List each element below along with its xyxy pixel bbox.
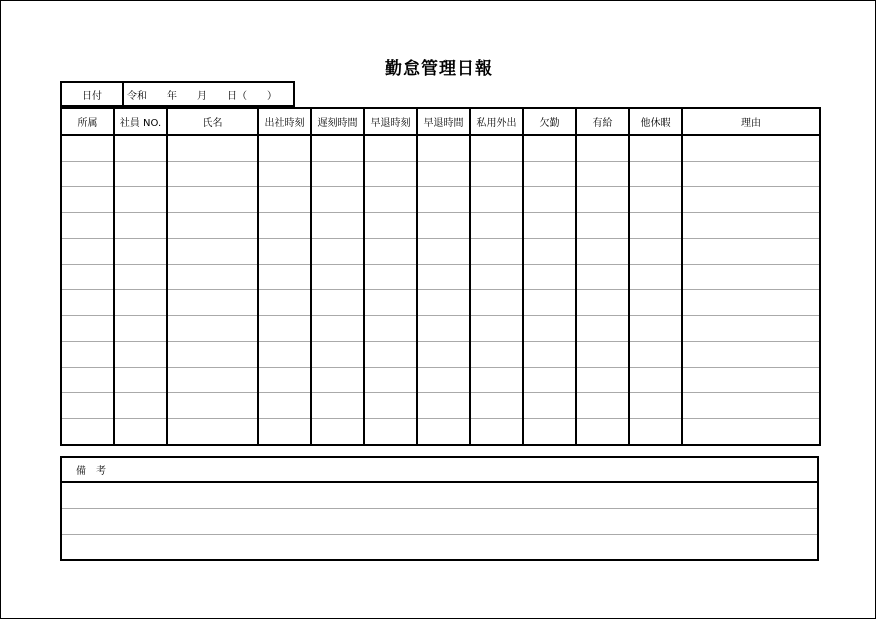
table-cell[interactable]: [61, 290, 114, 316]
table-cell[interactable]: [364, 367, 417, 393]
column-header: 氏名: [167, 108, 258, 135]
table-cell[interactable]: [417, 264, 470, 290]
table-cell[interactable]: [258, 290, 311, 316]
table-cell[interactable]: [311, 367, 364, 393]
table-cell[interactable]: [417, 135, 470, 161]
table-cell[interactable]: [167, 419, 258, 445]
remarks-box: [60, 456, 819, 561]
table-cell[interactable]: [629, 264, 682, 290]
table-cell[interactable]: [523, 290, 576, 316]
table-row: [61, 367, 820, 393]
table-cell[interactable]: [167, 316, 258, 342]
table-cell[interactable]: [364, 187, 417, 213]
table-cell[interactable]: [258, 316, 311, 342]
table-cell[interactable]: [364, 135, 417, 161]
table-cell[interactable]: [114, 290, 167, 316]
table-cell[interactable]: [364, 419, 417, 445]
table-cell[interactable]: [167, 290, 258, 316]
table-row: [61, 393, 820, 419]
table-cell[interactable]: [364, 290, 417, 316]
table-cell[interactable]: [167, 238, 258, 264]
column-header: 遅刻時間: [311, 108, 364, 135]
attendance-table: [60, 107, 821, 446]
table-cell[interactable]: [417, 367, 470, 393]
table-cell[interactable]: [167, 161, 258, 187]
table-row: [61, 238, 820, 264]
table-cell[interactable]: [682, 290, 820, 316]
table-cell[interactable]: [114, 264, 167, 290]
table-cell[interactable]: [258, 264, 311, 290]
table-cell[interactable]: [629, 238, 682, 264]
table-cell[interactable]: [61, 213, 114, 239]
table-cell[interactable]: [258, 419, 311, 445]
table-cell[interactable]: [523, 238, 576, 264]
table-cell[interactable]: [576, 290, 629, 316]
column-header: 所属: [61, 108, 114, 135]
table-cell[interactable]: [258, 393, 311, 419]
table-cell[interactable]: [682, 367, 820, 393]
table-cell[interactable]: [167, 264, 258, 290]
table-cell[interactable]: [523, 367, 576, 393]
table-cell[interactable]: [576, 341, 629, 367]
table-cell[interactable]: [629, 341, 682, 367]
table-cell[interactable]: [629, 393, 682, 419]
table-cell[interactable]: [61, 135, 114, 161]
table-cell[interactable]: [470, 316, 523, 342]
table-cell[interactable]: [576, 187, 629, 213]
table-cell[interactable]: [682, 135, 820, 161]
table-cell[interactable]: [417, 393, 470, 419]
table-cell[interactable]: [417, 419, 470, 445]
table-cell[interactable]: [311, 135, 364, 161]
table-cell[interactable]: [629, 213, 682, 239]
table-cell[interactable]: [470, 264, 523, 290]
table-cell[interactable]: [114, 238, 167, 264]
column-header: 社員 NO.: [114, 108, 167, 135]
table-cell[interactable]: [682, 264, 820, 290]
table-cell[interactable]: [576, 264, 629, 290]
column-header: 早退時間: [417, 108, 470, 135]
table-cell[interactable]: [470, 161, 523, 187]
table-row: [61, 290, 820, 316]
table-cell[interactable]: [629, 161, 682, 187]
table-cell[interactable]: [470, 419, 523, 445]
column-header: 有給: [576, 108, 629, 135]
table-cell[interactable]: [258, 341, 311, 367]
table-cell[interactable]: [61, 367, 114, 393]
table-cell[interactable]: [61, 264, 114, 290]
table-cell[interactable]: [311, 419, 364, 445]
table-cell[interactable]: [576, 393, 629, 419]
table-cell[interactable]: [576, 238, 629, 264]
table-row: [61, 135, 820, 161]
table-cell[interactable]: [311, 341, 364, 367]
table-cell[interactable]: [311, 393, 364, 419]
table-cell[interactable]: [61, 187, 114, 213]
table-cell[interactable]: [682, 213, 820, 239]
remarks-line[interactable]: [62, 509, 817, 535]
table-cell[interactable]: [629, 316, 682, 342]
table-cell[interactable]: [167, 393, 258, 419]
table-cell[interactable]: [523, 316, 576, 342]
table-cell[interactable]: [629, 419, 682, 445]
table-cell[interactable]: [114, 161, 167, 187]
table-cell[interactable]: [311, 316, 364, 342]
table-cell[interactable]: [61, 238, 114, 264]
table-cell[interactable]: [629, 135, 682, 161]
table-cell[interactable]: [167, 367, 258, 393]
table-cell[interactable]: [523, 264, 576, 290]
column-header: 私用外出: [470, 108, 523, 135]
table-cell[interactable]: [576, 316, 629, 342]
table-cell[interactable]: [576, 419, 629, 445]
table-cell[interactable]: [417, 213, 470, 239]
column-header: 他休暇: [629, 108, 682, 135]
table-cell[interactable]: [682, 393, 820, 419]
table-cell[interactable]: [364, 316, 417, 342]
table-cell[interactable]: [258, 367, 311, 393]
date-label: 日付: [62, 83, 124, 105]
table-cell[interactable]: [417, 316, 470, 342]
table-cell[interactable]: [523, 393, 576, 419]
table-cell[interactable]: [364, 393, 417, 419]
table-cell[interactable]: [417, 161, 470, 187]
table-cell[interactable]: [523, 213, 576, 239]
table-row: [61, 264, 820, 290]
table-cell[interactable]: [682, 238, 820, 264]
table-cell[interactable]: [311, 213, 364, 239]
table-cell[interactable]: [523, 161, 576, 187]
table-cell[interactable]: [61, 393, 114, 419]
table-cell[interactable]: [417, 187, 470, 213]
table-row: [61, 161, 820, 187]
table-cell[interactable]: [682, 161, 820, 187]
table-cell[interactable]: [523, 135, 576, 161]
table-cell[interactable]: [114, 393, 167, 419]
page-title: 勤怠管理日報: [385, 59, 493, 79]
table-cell[interactable]: [364, 264, 417, 290]
table-cell[interactable]: [417, 238, 470, 264]
table-cell[interactable]: [61, 316, 114, 342]
table-cell[interactable]: [470, 213, 523, 239]
table-cell[interactable]: [258, 161, 311, 187]
column-header: 出社時刻: [258, 108, 311, 135]
table-cell[interactable]: [364, 238, 417, 264]
table-cell[interactable]: [167, 135, 258, 161]
table-cell[interactable]: [470, 187, 523, 213]
table-cell[interactable]: [523, 187, 576, 213]
table-cell[interactable]: [114, 135, 167, 161]
table-cell[interactable]: [167, 341, 258, 367]
table-cell[interactable]: [470, 238, 523, 264]
table-cell[interactable]: [258, 213, 311, 239]
table-cell[interactable]: [114, 419, 167, 445]
column-header: 早退時刻: [364, 108, 417, 135]
table-cell[interactable]: [167, 187, 258, 213]
table-cell[interactable]: [470, 367, 523, 393]
table-row: [61, 341, 820, 367]
table-cell[interactable]: [576, 161, 629, 187]
table-cell[interactable]: [629, 367, 682, 393]
table-cell[interactable]: [61, 161, 114, 187]
table-cell[interactable]: [470, 135, 523, 161]
table-cell[interactable]: [114, 187, 167, 213]
table-row: [61, 213, 820, 239]
remarks-line[interactable]: [62, 483, 817, 509]
table-cell[interactable]: [311, 238, 364, 264]
remarks-line[interactable]: [62, 535, 817, 561]
table-cell[interactable]: [311, 290, 364, 316]
table-cell[interactable]: [682, 419, 820, 445]
table-cell[interactable]: [61, 419, 114, 445]
table-cell[interactable]: [682, 187, 820, 213]
table-cell[interactable]: [364, 341, 417, 367]
table-cell[interactable]: [114, 367, 167, 393]
table-cell[interactable]: [114, 341, 167, 367]
table-cell[interactable]: [682, 316, 820, 342]
table-cell[interactable]: [61, 341, 114, 367]
table-cell[interactable]: [258, 187, 311, 213]
date-field[interactable]: 令和 年 月 日（ ）: [127, 90, 277, 102]
table-cell[interactable]: [576, 135, 629, 161]
column-header: 欠勤: [523, 108, 576, 135]
table-cell[interactable]: [258, 238, 311, 264]
table-row: [61, 419, 820, 445]
table-row: [61, 187, 820, 213]
table-cell[interactable]: [258, 135, 311, 161]
table-cell[interactable]: [114, 316, 167, 342]
table-cell[interactable]: [364, 213, 417, 239]
table-cell[interactable]: [682, 341, 820, 367]
remarks-label: 備 考: [62, 458, 817, 483]
table-cell[interactable]: [629, 187, 682, 213]
table-cell[interactable]: [114, 213, 167, 239]
header-row: [61, 108, 820, 135]
date-box: [60, 81, 295, 107]
table-cell[interactable]: [417, 290, 470, 316]
table-cell[interactable]: [523, 341, 576, 367]
table-cell[interactable]: [311, 264, 364, 290]
table-row: [61, 316, 820, 342]
table-cell[interactable]: [364, 161, 417, 187]
table-cell[interactable]: [311, 161, 364, 187]
table-cell[interactable]: [523, 419, 576, 445]
table-cell[interactable]: [167, 213, 258, 239]
table-cell[interactable]: [470, 290, 523, 316]
table-cell[interactable]: [576, 367, 629, 393]
table-cell[interactable]: [576, 213, 629, 239]
table-cell[interactable]: [417, 341, 470, 367]
table-cell[interactable]: [470, 393, 523, 419]
column-header: 理由: [682, 108, 820, 135]
table-cell[interactable]: [311, 187, 364, 213]
table-cell[interactable]: [470, 341, 523, 367]
table-cell[interactable]: [629, 290, 682, 316]
